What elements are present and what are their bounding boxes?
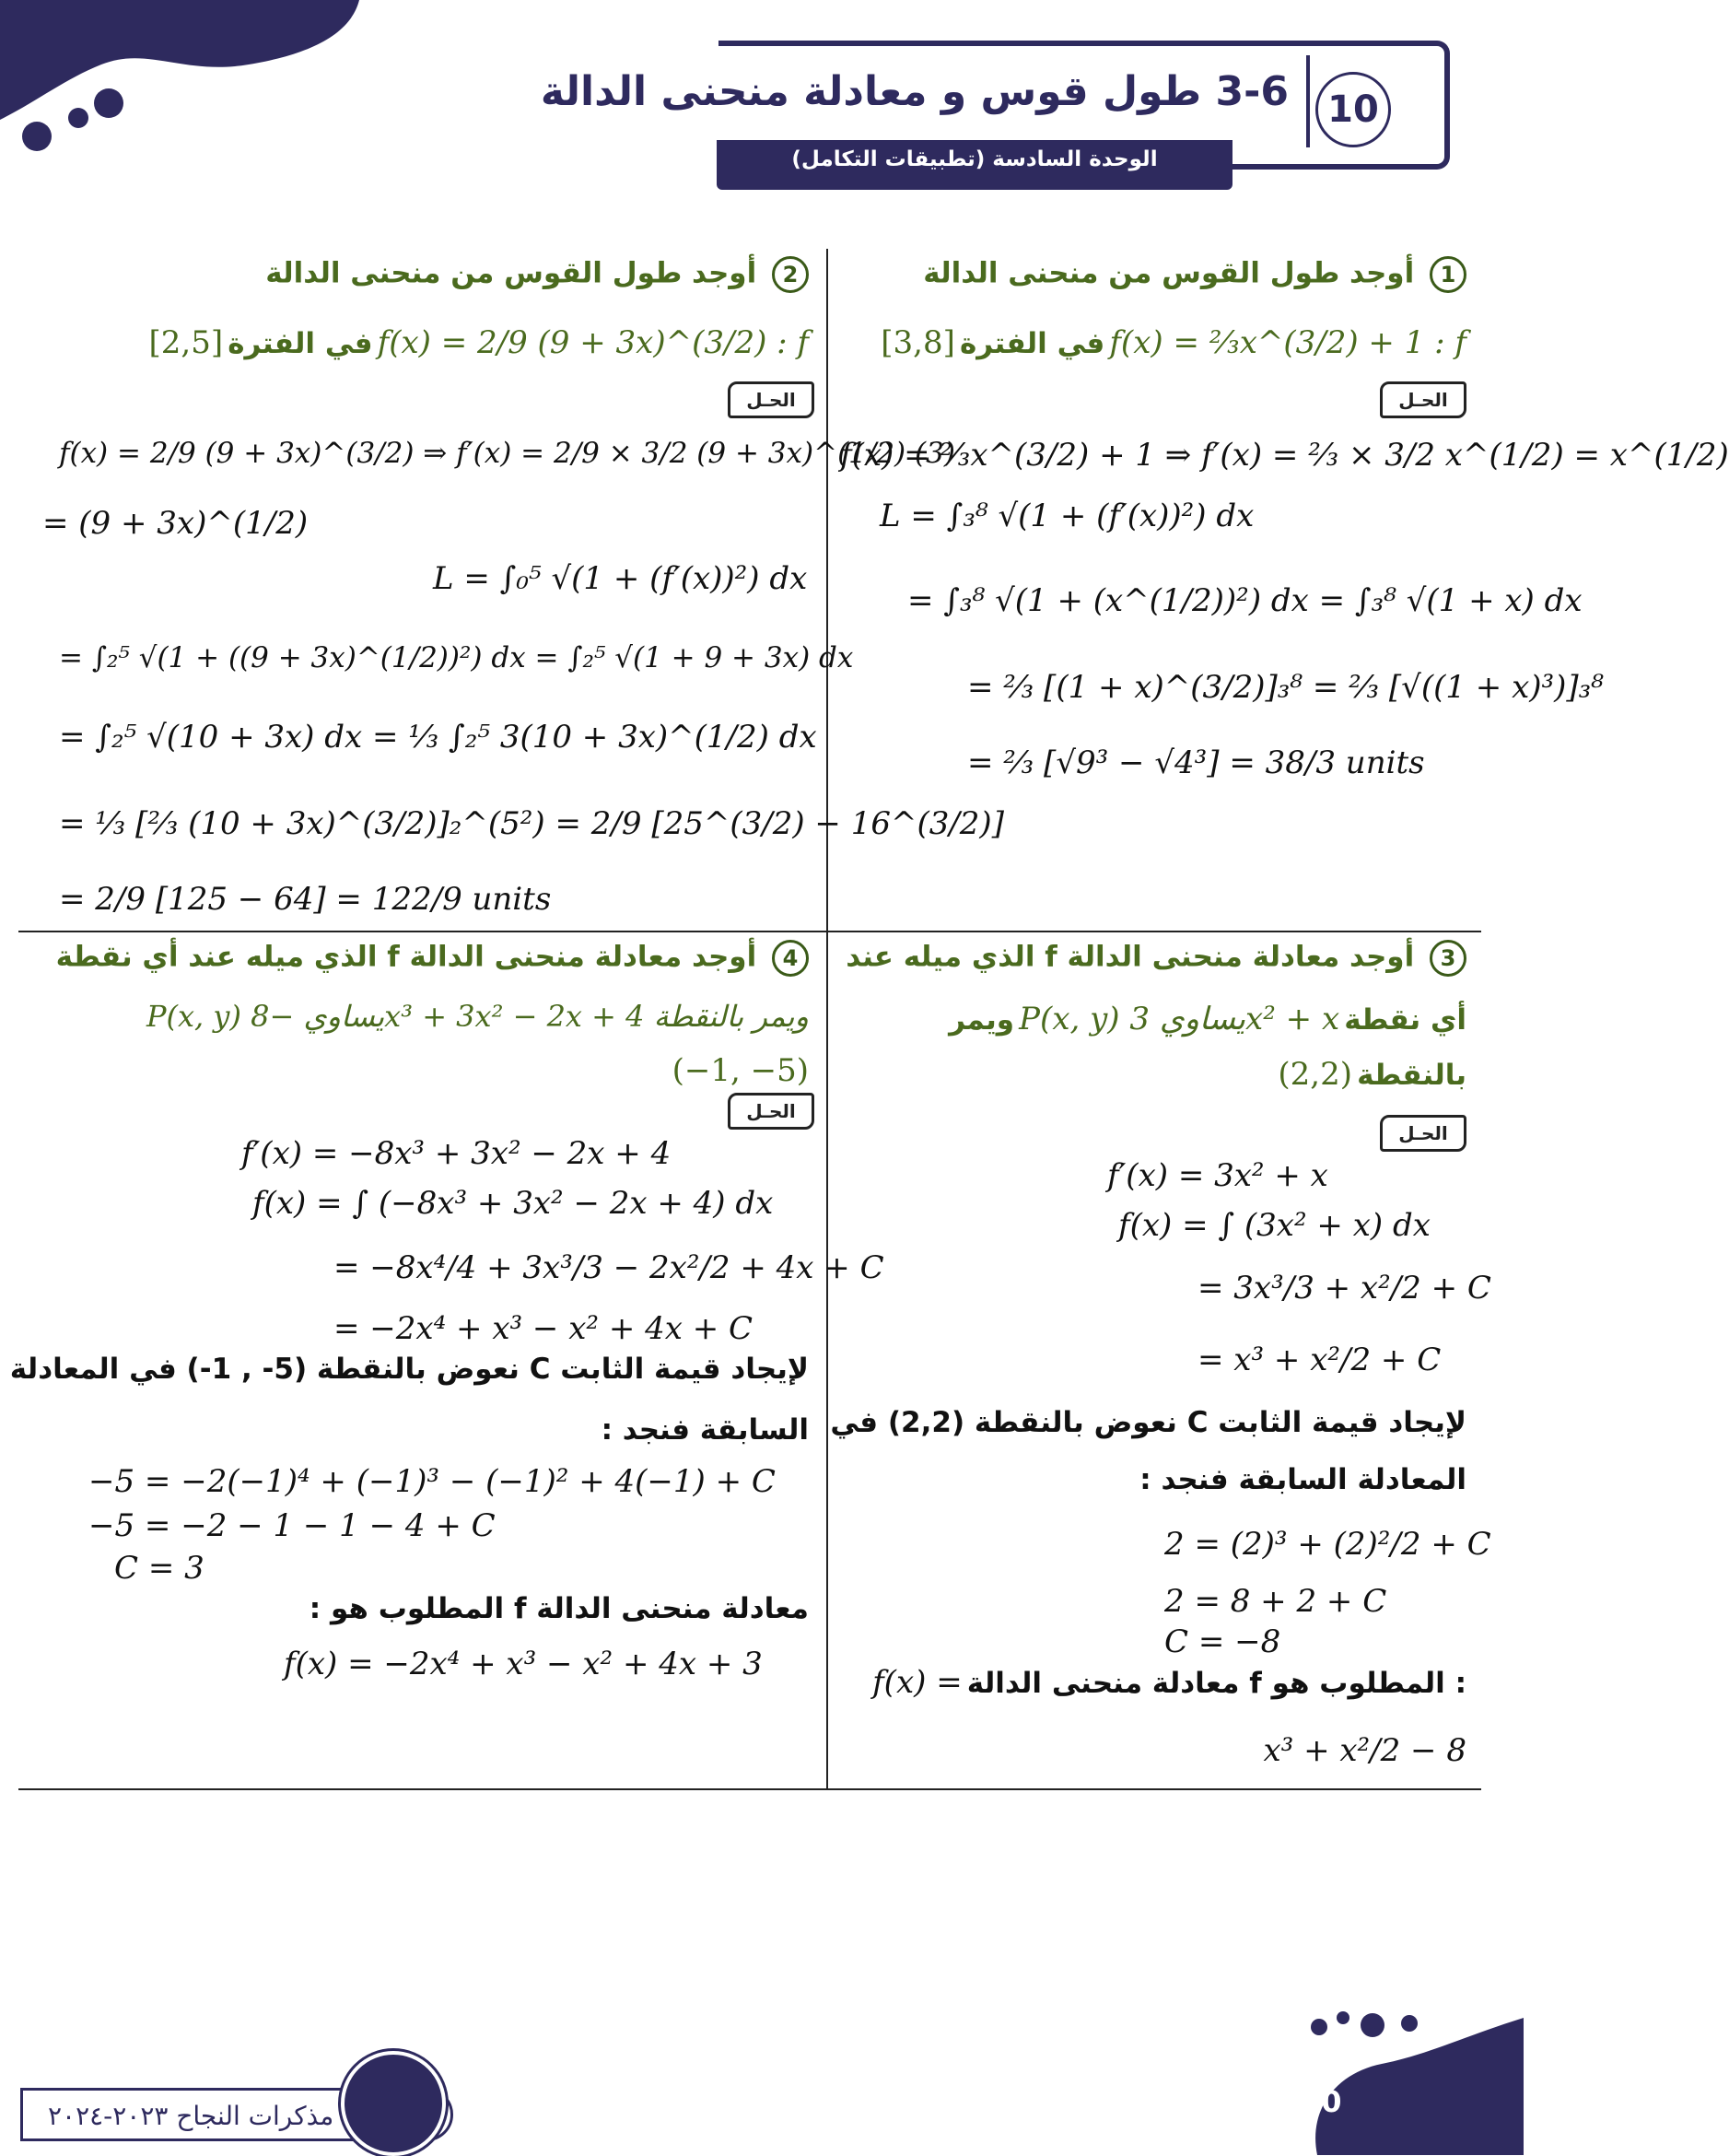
q3-step-1: f′(x) = 3x² + x: [1107, 1157, 1328, 1194]
q3-step-3: = 3x³/3 + x²/2 + C: [1197, 1270, 1491, 1306]
q3-const-text-2: المعادلة السابقة فنجد :: [1139, 1463, 1466, 1496]
q3-final-math-b: x³ + x²/2 − 8: [1263, 1732, 1466, 1769]
q3-const-step-1: 2 = (2)³ + (2)²/2 + C: [1164, 1526, 1491, 1563]
q3-final-math-a: f(x) =: [872, 1664, 963, 1701]
q2-step-6: = ⅓ [⅔ (10 + 3x)^(3/2)]₂^(5²) = 2/9 [25^(3/2) − 16^(3/2)]: [59, 805, 1004, 842]
q2-interval: [2,5]: [148, 324, 224, 361]
q3-final-line: [872, 1664, 1466, 1701]
q2-step-1: f(x) = 2/9 (9 + 3x)^(3/2) ⇒ f′(x) = 2/9 × 3/2 (9 + 3x)^(1/2) (3): [59, 437, 955, 470]
q4-step-2: f(x) = ∫ (−8x³ + 3x² − 2x + 4) dx: [252, 1185, 774, 1222]
q4-const-text-1: لإيجاد قيمة الثابت C نعوض بالنقطة (5- , 1-) في المعادلة: [9, 1353, 809, 1386]
q3-prompt-tail: ويمر: [949, 1003, 1015, 1037]
q4-const-step-3: C = 3: [114, 1550, 204, 1587]
q4-step-4: = −2x⁴ + x³ − x² + 4x + C: [333, 1310, 754, 1347]
q2-step-4: = ∫₂⁵ √(1 + ((9 + 3x)^(1/2))²) dx = ∫₂⁵ √(1 + 9 + 3x) dx: [59, 641, 854, 674]
q4-const-text-2: السابقة فنجد :: [601, 1413, 809, 1447]
vertical-divider: [826, 249, 828, 1789]
q1-number-badge: 1: [1430, 256, 1466, 293]
q1-step-4: = ⅔ [(1 + x)^(3/2)]₃⁸ = ⅔ [√((1 + x)³)]₃⁸: [967, 669, 1604, 706]
q4-solution-badge: الحـل: [728, 1093, 814, 1130]
horizontal-divider-bottom: [18, 1788, 1481, 1790]
q2-solution-badge: الحـل: [728, 381, 814, 418]
q3-step-4: = x³ + x²/2 + C: [1197, 1342, 1442, 1378]
header-top-edge: [718, 41, 1437, 46]
q3-step-2: f(x) = ∫ (3x² + x) dx: [1118, 1207, 1431, 1244]
q3-const-step-3: C = −8: [1164, 1623, 1281, 1660]
q4-prompt-line-2: P(x, y) يساوي −8x³ + 3x² − 2x + 4 ويمر بالنقطة: [146, 999, 809, 1034]
q4-const-step-1: −5 = −2(−1)⁴ + (−1)³ − (−1)² + 4(−1) + C: [88, 1463, 776, 1500]
horizontal-divider-middle: [18, 931, 1481, 932]
footer-brand: مذكرات النجاح ٢٠٢٣-٢٠٢٤: [48, 2101, 334, 2131]
q3-point-label: بالنقطة: [1357, 1059, 1466, 1092]
q2-func-label: في الفترة: [228, 327, 373, 360]
q1-step-2: L = ∫₃⁸ √(1 + (f′(x))²) dx: [880, 498, 1255, 534]
q1-step-5: = ⅔ [√9³ − √4³] = 38/3 units: [967, 744, 1425, 781]
q2-func-math: f(x) = 2/9 (9 + 3x)^(3/2) : f: [377, 324, 809, 361]
q4-step-3: = −8x⁴/4 + 3x³/3 − 2x²/2 + 4x + C: [333, 1249, 884, 1286]
page-badge: 10: [1315, 72, 1391, 147]
lesson-title: 3-6 طول قوس و معادلة منحنى الدالة: [540, 68, 1289, 115]
q3-prompt-label: أي نقطة: [1344, 1003, 1466, 1037]
q2-step-2: = (9 + 3x)^(1/2): [42, 505, 309, 542]
q3-solution-badge: الحـل: [1380, 1115, 1466, 1152]
q3-const-step-2: 2 = 8 + 2 + C: [1164, 1583, 1387, 1620]
header-divider: [1306, 55, 1310, 147]
q2-step-7: = 2/9 [125 − 64] = 122/9 units: [59, 881, 552, 918]
q3-const-text-1: لإيجاد قيمة الثابت C نعوض بالنقطة (2,2) في: [830, 1406, 1466, 1439]
q3-prompt-line-3: [1278, 1056, 1466, 1093]
q4-step-1: f′(x) = −8x³ + 3x² − 2x + 4: [241, 1135, 672, 1172]
q4-const-step-2: −5 = −2 − 1 − 1 − 4 + C: [88, 1507, 496, 1544]
q1-func-math: f(x) = ⅔x^(3/2) + 1 : f: [1109, 324, 1466, 361]
q2-step-5: = ∫₂⁵ √(10 + 3x) dx = ⅓ ∫₂⁵ 3(10 + 3x)^(1/2) dx: [59, 719, 817, 756]
corner-blob-top: [0, 0, 368, 157]
q3-number-badge: 3: [1430, 940, 1466, 977]
q1-step-3: = ∫₃⁸ √(1 + (x^(1/2))²) dx = ∫₃⁸ √(1 + x) dx: [907, 582, 1583, 619]
corner-blob-bottom: [1271, 1999, 1524, 2155]
unit-label: الوحدة السادسة (تطبيقات التكامل): [791, 147, 1158, 171]
q2-prompt: 2 أوجد طول القوس من منحنى الدالة: [265, 256, 809, 293]
q1-func-label: في الفترة: [959, 327, 1105, 360]
q1-function-line: [881, 324, 1466, 361]
page-number: 30: [1301, 2084, 1342, 2119]
q2-function-line: [149, 324, 809, 361]
q2-step-3: L = ∫₀⁵ √(1 + (f′(x))²) dx: [433, 560, 808, 597]
q3-point: (2,2): [1278, 1056, 1353, 1093]
q3-prompt-line-2: [949, 1001, 1466, 1037]
q1-interval: [3,8]: [881, 324, 955, 361]
q4-number-badge: 4: [772, 940, 809, 977]
q1-step-1: f(x) = ⅔x^(3/2) + 1 ⇒ f′(x) = ⅔ × 3/2 x^(1/2) = x^(1/2): [840, 437, 1729, 474]
q4-prompt-line-3: (−1, −5): [672, 1052, 809, 1089]
q4-final-math: f(x) = −2x⁴ + x³ − x² + 4x + 3: [284, 1646, 763, 1682]
q3-prompt-line-1: 3 أوجد معادلة منحنى الدالة f الذي ميله عند: [846, 940, 1466, 977]
q1-prompt: 1 أوجد طول القوس من منحنى الدالة: [923, 256, 1466, 293]
q4-final-label: معادلة منحنى الدالة f المطلوب هو :: [309, 1592, 809, 1625]
q2-number-badge: 2: [772, 256, 809, 293]
q1-solution-badge: الحـل: [1380, 381, 1466, 418]
q3-final-label: معادلة منحنى الدالة f المطلوب هو :: [966, 1667, 1466, 1700]
q3-prompt-math: P(x, y) يساوي 3x² + x: [1019, 1001, 1340, 1037]
footer-logo: [341, 2051, 446, 2156]
q4-prompt-line-1: 4 أوجد معادلة منحنى الدالة f الذي ميله عند أي نقطة: [56, 940, 809, 977]
